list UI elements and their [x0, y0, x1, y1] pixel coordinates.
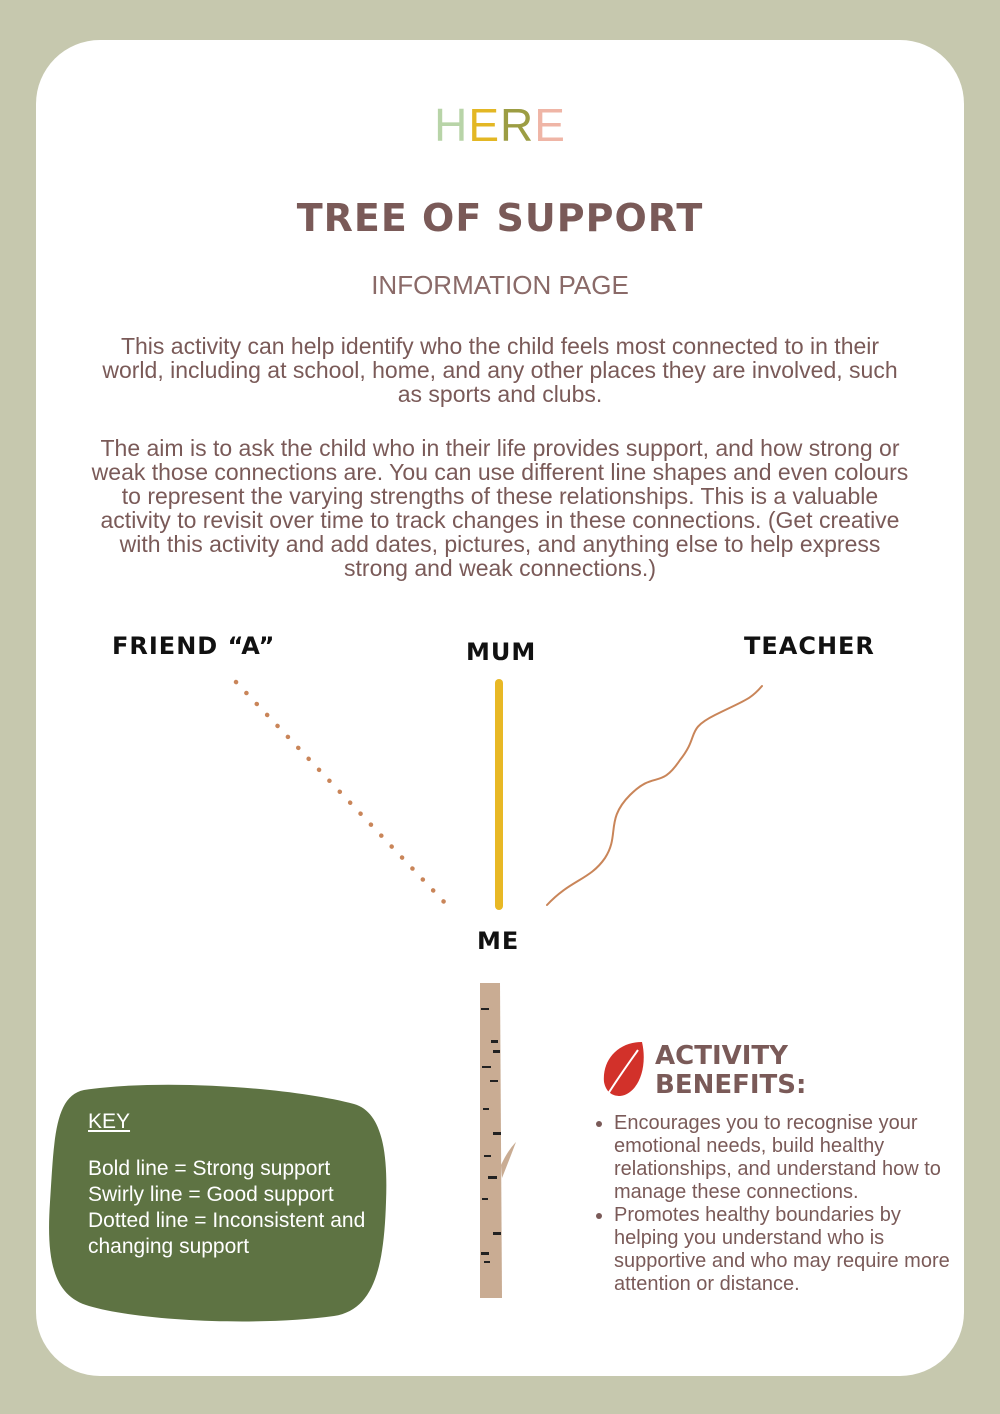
benefits-list — [590, 1112, 954, 1296]
intro-paragraph-2: The aim is to ask the child who in their life provides support, and how strong or weak those connections are. You can use different line shapes and even colours to represent the varying strengths of these relationships. This is a valuable activity to revisit over time to track changes in these connections. (Get creative with this activity and add dates, pictures, and anything else to help express strong and weak connections.) — [91, 435, 909, 581]
friend-label: FRIEND “A” — [112, 632, 276, 660]
me-label: ME — [477, 927, 520, 955]
key-legend — [88, 1110, 388, 1260]
key-title: KEY — [88, 1110, 131, 1133]
key-line-bold: Bold line = Strong support — [88, 1157, 331, 1180]
logo-letter-h: H — [434, 99, 469, 151]
page-title: TREE OF SUPPORT — [296, 196, 704, 240]
teacher-label: TEACHER — [744, 632, 875, 660]
leaf-icon — [598, 1038, 650, 1100]
page-subtitle: INFORMATION PAGE — [371, 270, 629, 300]
key-line-dotted: Dotted line = Inconsistent and changing support — [88, 1209, 366, 1258]
benefits-title — [655, 1042, 806, 1100]
dotted-line-friend — [236, 682, 446, 904]
intro-paragraph-1: This activity can help identify who the child feels most connected to in their world, including at school, home, and any other places they are involved, such as sports and clubs. — [102, 333, 898, 407]
swirly-line-teacher — [547, 686, 762, 905]
tree-trunk-icon — [468, 980, 528, 1305]
benefit-item: • Encourages you to recognise your emotional needs, build healthy relationships, and understand how to manage these connections. — [614, 1112, 954, 1204]
key-line-swirly: Swirly line = Good support — [88, 1183, 334, 1206]
benefits-title-line2: BENEFITS: — [655, 1070, 807, 1100]
logo-letter-e1: E — [468, 99, 500, 151]
logo-letter-e2: E — [534, 99, 566, 151]
benefits-title-line1: ACTIVITY — [655, 1041, 788, 1071]
benefit-item: • Promotes healthy boundaries by helping you understand who is supportive and who may require more attention or distance. — [614, 1204, 954, 1296]
logo-letter-r: R — [500, 99, 535, 151]
mum-label: MUM — [466, 638, 537, 666]
